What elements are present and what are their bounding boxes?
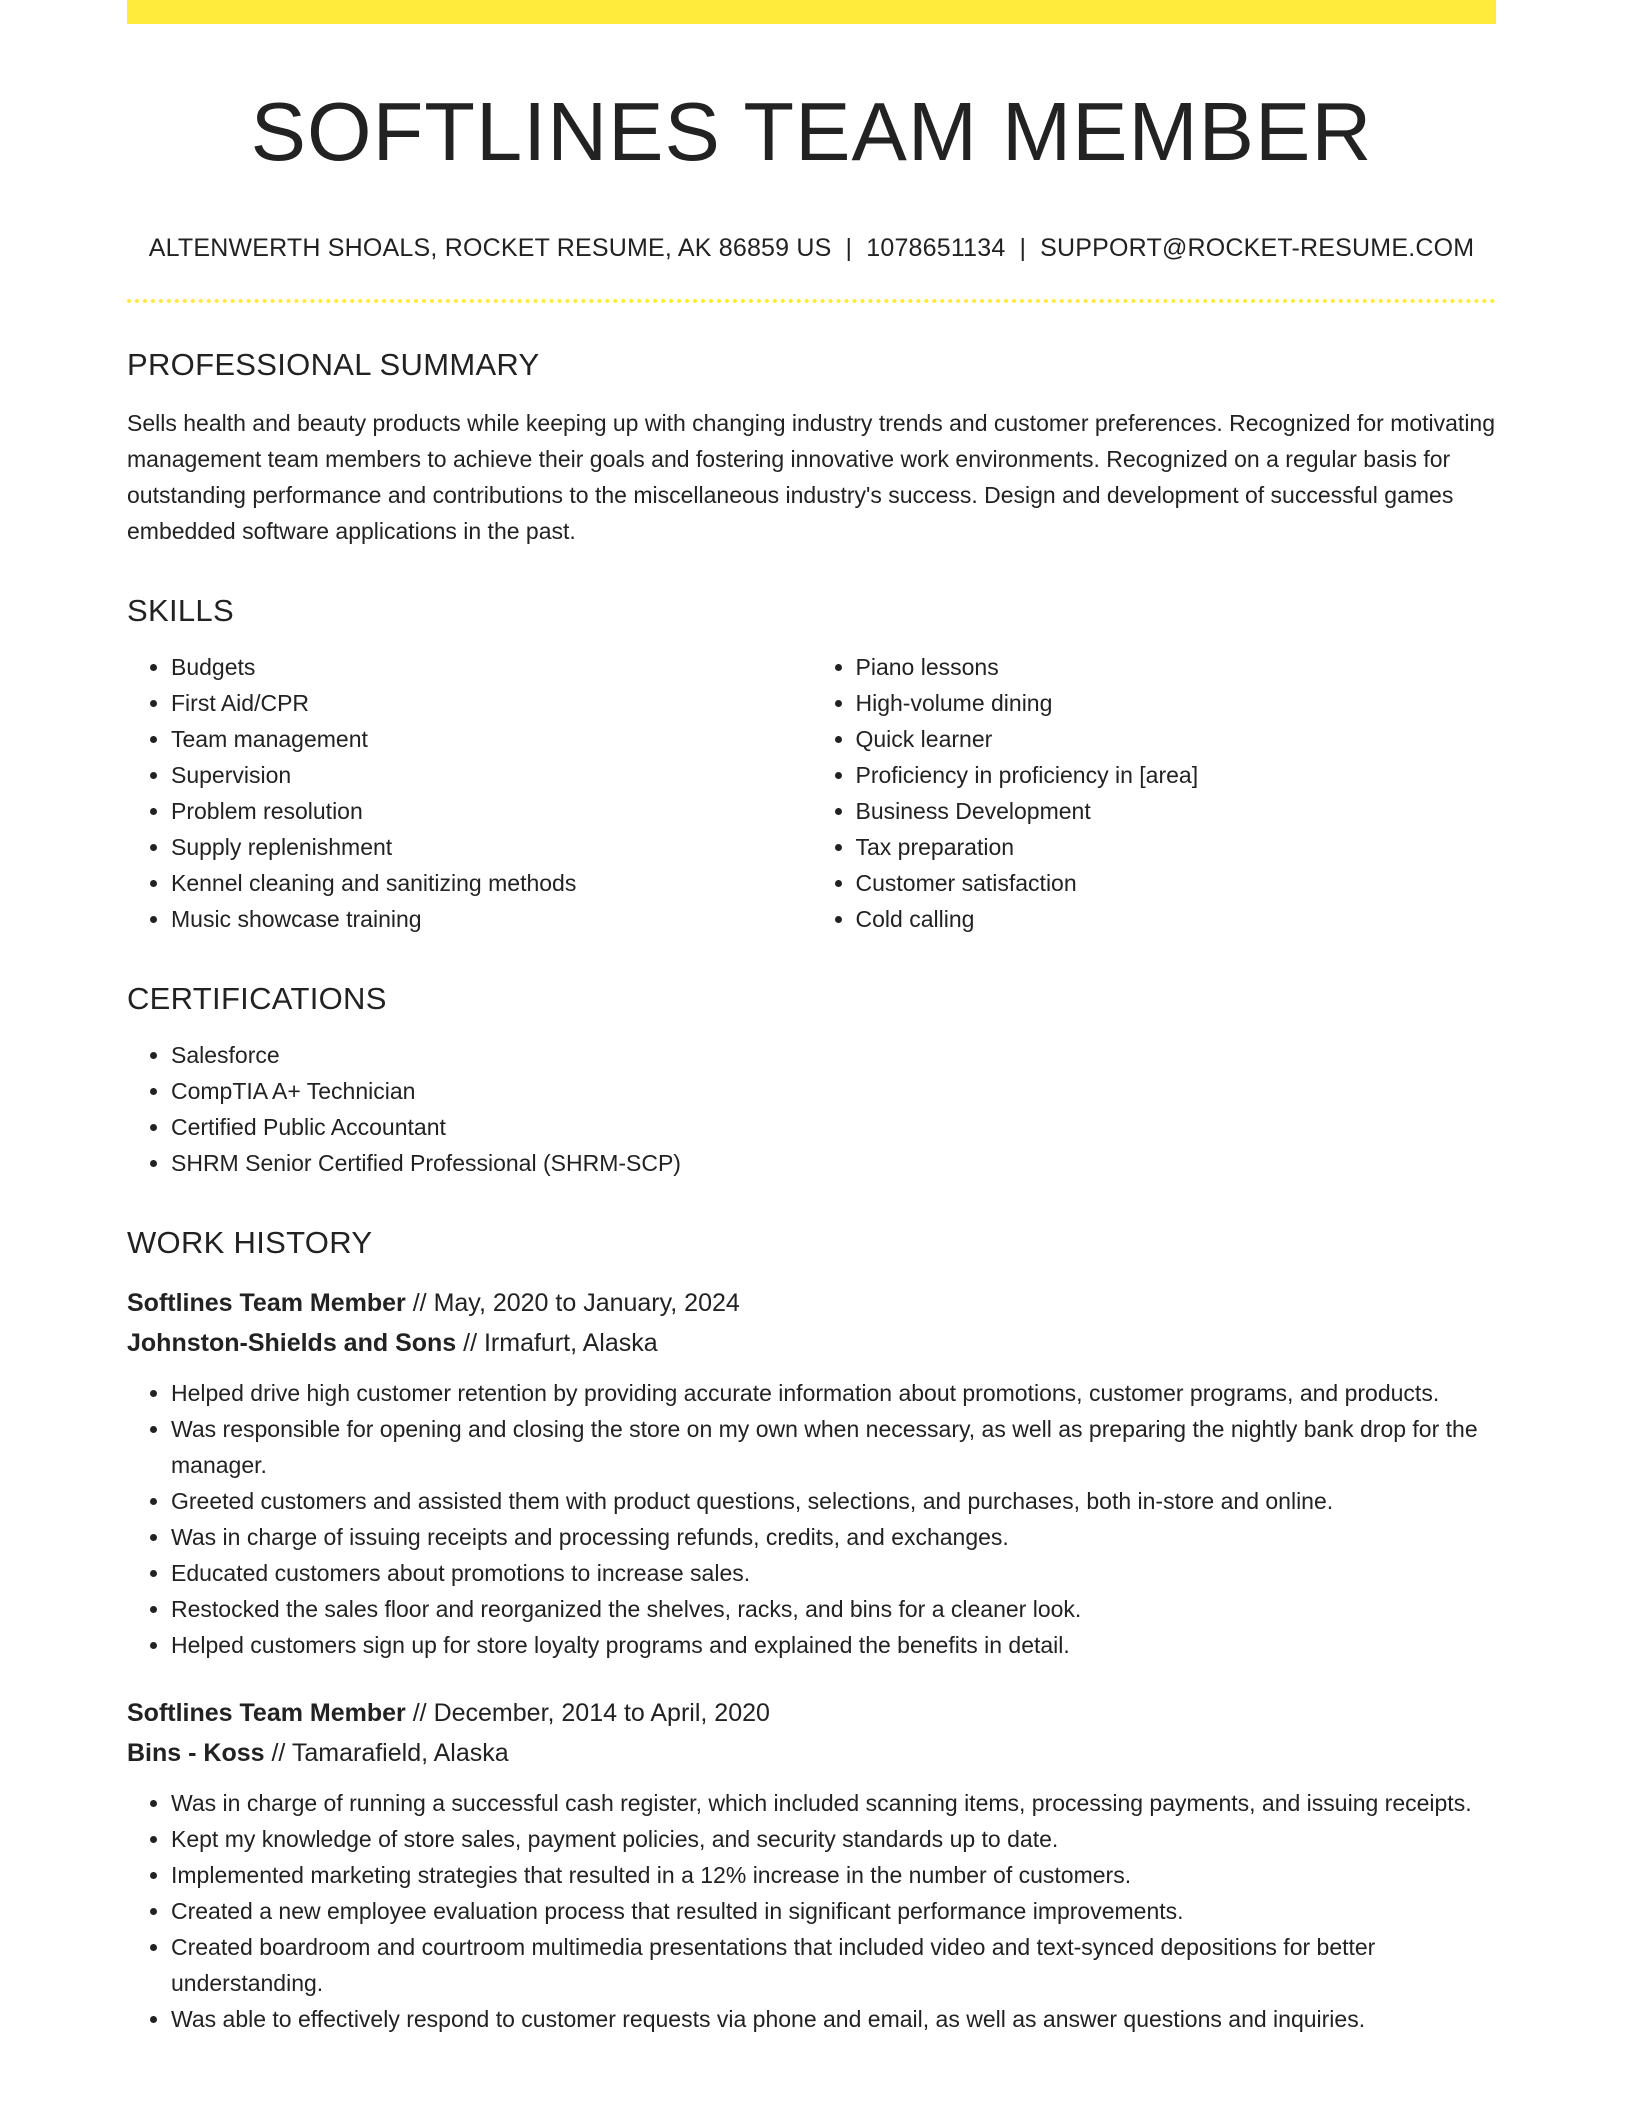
job-bullet: • Restocked the sales floor and reorganized the shelves, racks, and bins for a cleaner look. [171, 1591, 1496, 1627]
accent-bar [127, 0, 1496, 24]
skill-item: • Supply replenishment [171, 829, 812, 865]
job-bullet: • Was responsible for opening and closing the store on my own when necessary, as well as preparing the nightly bank drop for the manager. [171, 1411, 1496, 1483]
skills-title: SKILLS [127, 592, 234, 628]
skills-list-left [127, 649, 812, 937]
contact-separator: | [1019, 233, 1027, 262]
skill-item: • Customer satisfaction [856, 865, 1497, 901]
certification-item: • CompTIA A+ Technician [171, 1073, 1496, 1109]
certification-item: • SHRM Senior Certified Professional (SHRM-SCP) [171, 1145, 1496, 1181]
skill-item: • Kennel cleaning and sanitizing methods [171, 865, 812, 901]
job-location: // Irmafurt, Alaska [463, 1328, 658, 1357]
job-company-line [127, 1733, 1496, 1773]
job-bullet: • Implemented marketing strategies that resulted in a 12% increase in the number of customers. [171, 1857, 1496, 1893]
resume-content [127, 24, 1496, 2037]
summary-title: PROFESSIONAL SUMMARY [127, 346, 540, 382]
job-bullet: • Kept my knowledge of store sales, payment policies, and security standards up to date. [171, 1821, 1496, 1857]
skill-item: • Tax preparation [856, 829, 1497, 865]
job-company: Bins - Koss [127, 1738, 265, 1767]
resume-name: SOFTLINES TEAM MEMBER [250, 85, 1373, 178]
skill-item: • Proficiency in proficiency in [area] [856, 757, 1497, 793]
job-role-line [127, 1283, 1496, 1323]
skill-item: • Team management [171, 721, 812, 757]
job-company-line [127, 1323, 1496, 1363]
skill-item: • High-volume dining [856, 685, 1497, 721]
job-bullet: • Was in charge of issuing receipts and processing refunds, credits, and exchanges. [171, 1519, 1496, 1555]
job-bullet: • Helped customers sign up for store loyalty programs and explained the benefits in detail. [171, 1627, 1496, 1663]
work-history-title: WORK HISTORY [127, 1224, 373, 1260]
skill-item: • Supervision [171, 757, 812, 793]
job-entry [127, 1283, 1496, 1663]
contact-line [127, 234, 1496, 263]
contact-phone: 1078651134 [866, 233, 1006, 262]
certifications-list [127, 1037, 1496, 1181]
job-bullet: • Helped drive high customer retention by providing accurate information about promotions, customer programs, and products. [171, 1375, 1496, 1411]
job-bullet: • Was in charge of running a successful cash register, which included scanning items, processing payments, and issuing receipts. [171, 1785, 1496, 1821]
job-bullet: • Greeted customers and assisted them with product questions, selections, and purchases, both in-store and online. [171, 1483, 1496, 1519]
skill-item: • Quick learner [856, 721, 1497, 757]
job-role: Softlines Team Member [127, 1698, 406, 1727]
job-bullet: • Created a new employee evaluation process that resulted in significant performance improvements. [171, 1893, 1496, 1929]
skill-item: • Budgets [171, 649, 812, 685]
certification-item: • Certified Public Accountant [171, 1109, 1496, 1145]
skills-list-right [812, 649, 1497, 937]
job-role-line [127, 1693, 1496, 1733]
certifications-title: CERTIFICATIONS [127, 980, 387, 1016]
summary-text: Sells health and beauty products while keeping up with changing industry trends and customer preferences. Recognized for motivating management team members to achieve their goals and fostering innovative work environments. Recognized on a regular basis for outstanding performance and contributions to the miscellaneous industry's success. Design and development of successful games embedded software applications in the past. [127, 409, 1496, 544]
skill-item: • Problem resolution [171, 793, 812, 829]
skill-item: • Business Development [856, 793, 1497, 829]
job-bullets [127, 1375, 1496, 1663]
contact-email: SUPPORT@ROCKET-RESUME.COM [1040, 233, 1475, 262]
contact-separator: | [845, 233, 853, 262]
job-entry [127, 1693, 1496, 2037]
skills-grid [127, 649, 1496, 937]
skill-item: • Cold calling [856, 901, 1497, 937]
job-company: Johnston-Shields and Sons [127, 1328, 457, 1357]
job-bullets [127, 1785, 1496, 2037]
job-bullet: • Created boardroom and courtroom multimedia presentations that included video and text-synced depositions for better understanding. [171, 1929, 1496, 2001]
job-bullet: • Was able to effectively respond to customer requests via phone and email, as well as answer questions and inquiries. [171, 2001, 1496, 2037]
job-bullet: • Educated customers about promotions to increase sales. [171, 1555, 1496, 1591]
job-location: // Tamarafield, Alaska [271, 1738, 509, 1767]
job-dates: // December, 2014 to April, 2020 [412, 1698, 770, 1727]
certification-item: • Salesforce [171, 1037, 1496, 1073]
skill-item: • First Aid/CPR [171, 685, 812, 721]
skill-item: • Music showcase training [171, 901, 812, 937]
job-dates: // May, 2020 to January, 2024 [412, 1288, 740, 1317]
job-role: Softlines Team Member [127, 1288, 406, 1317]
contact-address: ALTENWERTH SHOALS, ROCKET RESUME, AK 86859 US [148, 233, 832, 262]
header-divider [127, 299, 1496, 303]
skill-item: • Piano lessons [856, 649, 1497, 685]
